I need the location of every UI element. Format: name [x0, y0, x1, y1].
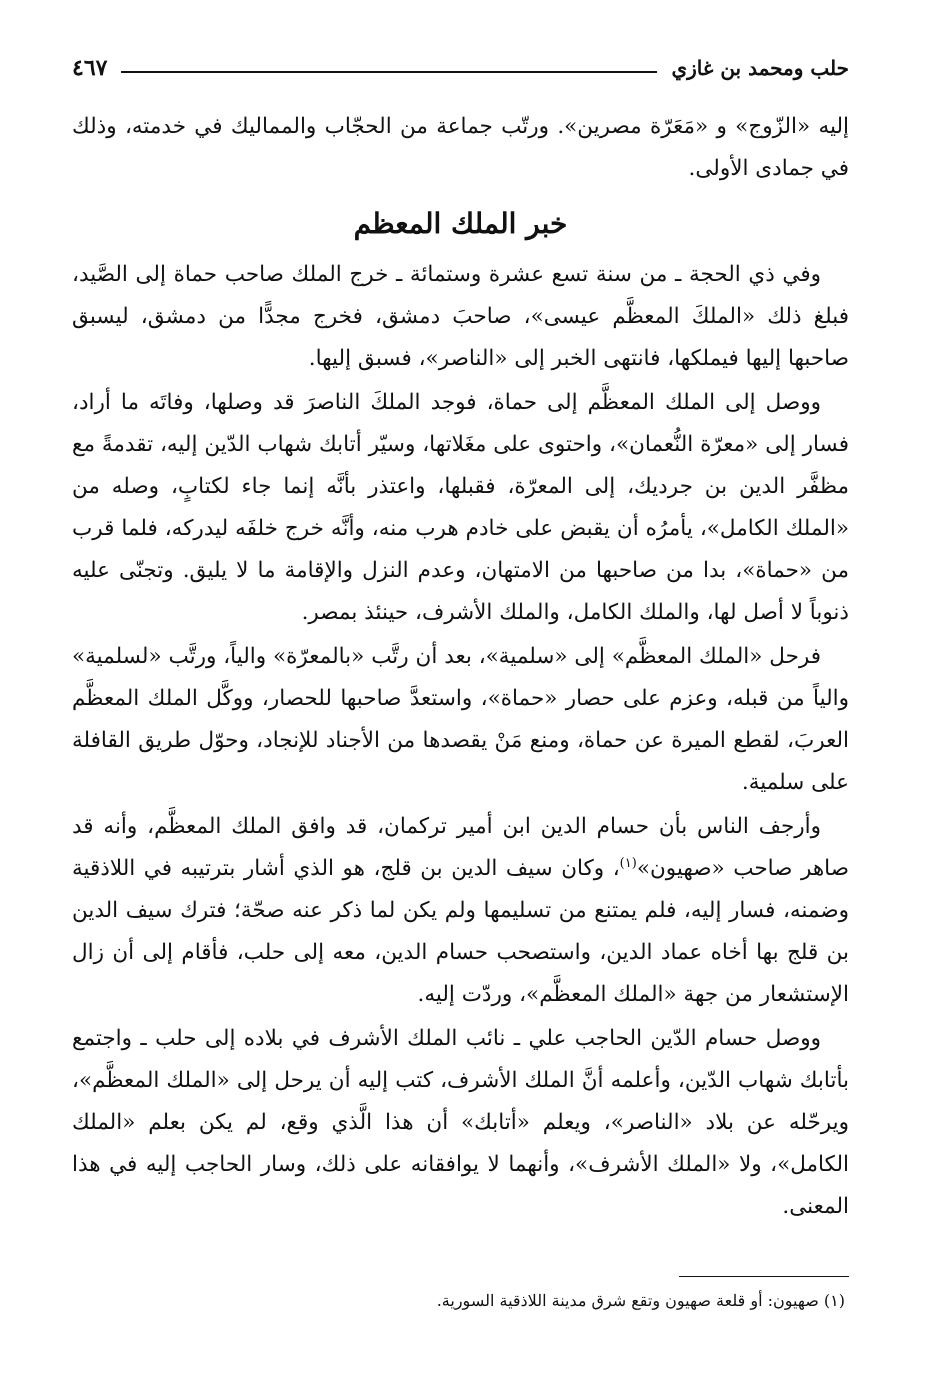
running-header	[72, 48, 849, 88]
footnote-rule	[679, 1276, 849, 1277]
paragraph-rumors-start: وأرجف الناس بأن حسام الدين ابن أمير تركمان، قد وافق الملك المعظَّم، وأنه قد صاهر صاحب «صهيون»	[72, 814, 849, 881]
paragraph-dhul-hijja: وفي ذي الحجة ـ من سنة تسع عشرة وستمائة ـ خرج الملك صاحب حماة إلى الصَّيد، فبلغ ذلك «الملكَ المعظَّم عيسى»، صاحبَ دمشق، فخرج مجدًّا من دمشق، ليسبق صاحبها إليها فيملكها، فانتهى الخبر إلى «الناصر»، فسبق إليها.	[72, 262, 849, 371]
paragraph-hajib: ووصل حسام الدّين الحاجب علي ـ نائب الملك الأشرف في بلاده إلى حلب ـ واجتمع بأتابك شهاب الدّين، وأعلمه أنَّ الملك الأشرف، كتب إليه أن يرحل إلى «الملك المعظَّم»، ويرحّله عن بلاد «الناصر»، ويعلم «أتابك» أن هذا الَّذي وقع، لم يكن بعلم «الملك الكامل»، ولا «الملك الأشرف»، وأنهما لا يوافقانه على ذلك، وسار الحاجب إليه في هذا المعنى.	[72, 1026, 849, 1219]
paragraph-continuation: إليه «الزّوج» و «مَعَرّة مصرين». ورتّب جماعة من الحجّاب والمماليك في خدمته، وذلك في جمادى الأولى.	[72, 114, 849, 181]
paragraph-rumors	[72, 806, 849, 1016]
running-title: حلب ومحمد بن غازي	[671, 56, 849, 80]
page-number: ٤٦٧	[72, 55, 108, 81]
footnote: (١) صهيون: أو قلعة صهيون وتقع شرق مدينة اللاذقية السورية.	[436, 1291, 845, 1310]
paragraph-rumors-end: ، وكان سيف الدين بن قلج، هو الذي أشار بترتيبه في اللاذقية وضمنه، فسار إليه، فلم يمتنع من تسليمها ولم يكن لما ذكر عنه صحّة؛ فترك سيف الدين بن قلج بها أخاه عماد الدين، واستصحب حسام الدين، معه إلى حلب، فأقام إلى أن زال الإستشعار من جهة «الملك المعظَّم»، وردّت إليه.	[72, 856, 849, 1007]
section-heading: خبر الملك المعظم	[353, 207, 568, 240]
footnote-reference[interactable]: (١)	[619, 855, 637, 871]
body-text	[72, 106, 849, 1228]
header-rule	[121, 71, 657, 73]
paragraph-arrival-hama: ووصل إلى الملك المعظَّم إلى حماة، فوجد الملكَ الناصرَ قد وصلها، وفاتَه ما أراد، فسار إلى «معرّة النُّعمان»، واحتوى على مغَلاتها، وسيّر أتابك شهاب الدّين إليه، تقدمةً مع مظفَّر الدين بن جرديك، إلى المعرّة، فقبلها، واعتذر بأنَّه إنما جاء لكتابٍ، وصله من «الملك الكامل»، يأمرُه أن يقبض على خادم هرب منه، وأنَّه خرج خلفَه ليدركه، فلما قرب من «حماة»، بدا من صاحبها من الامتهان، وعدم النزل والإقامة ما لا يليق. وتجنّى عليه ذنوباً لا أصل لها، والملك الكامل، والملك الأشرف، حينئذ بمصر.	[72, 390, 849, 625]
paragraph-salamiyya: فرحل «الملك المعظَّم» إلى «سلمية»، بعد أن رتَّب «بالمعرّة» والياً، ورتَّب «لسلمية» والياً من قبله، وعزم على حصار «حماة»، واستعدَّ صاحبها للحصار، ووكَّل الملك المعظَّم العربَ، لقطع الميرة عن حماة، ومنع مَنْ يقصدها من الأجناد للإنجاد، وحوّل طريق القافلة على سلمية.	[72, 644, 849, 795]
